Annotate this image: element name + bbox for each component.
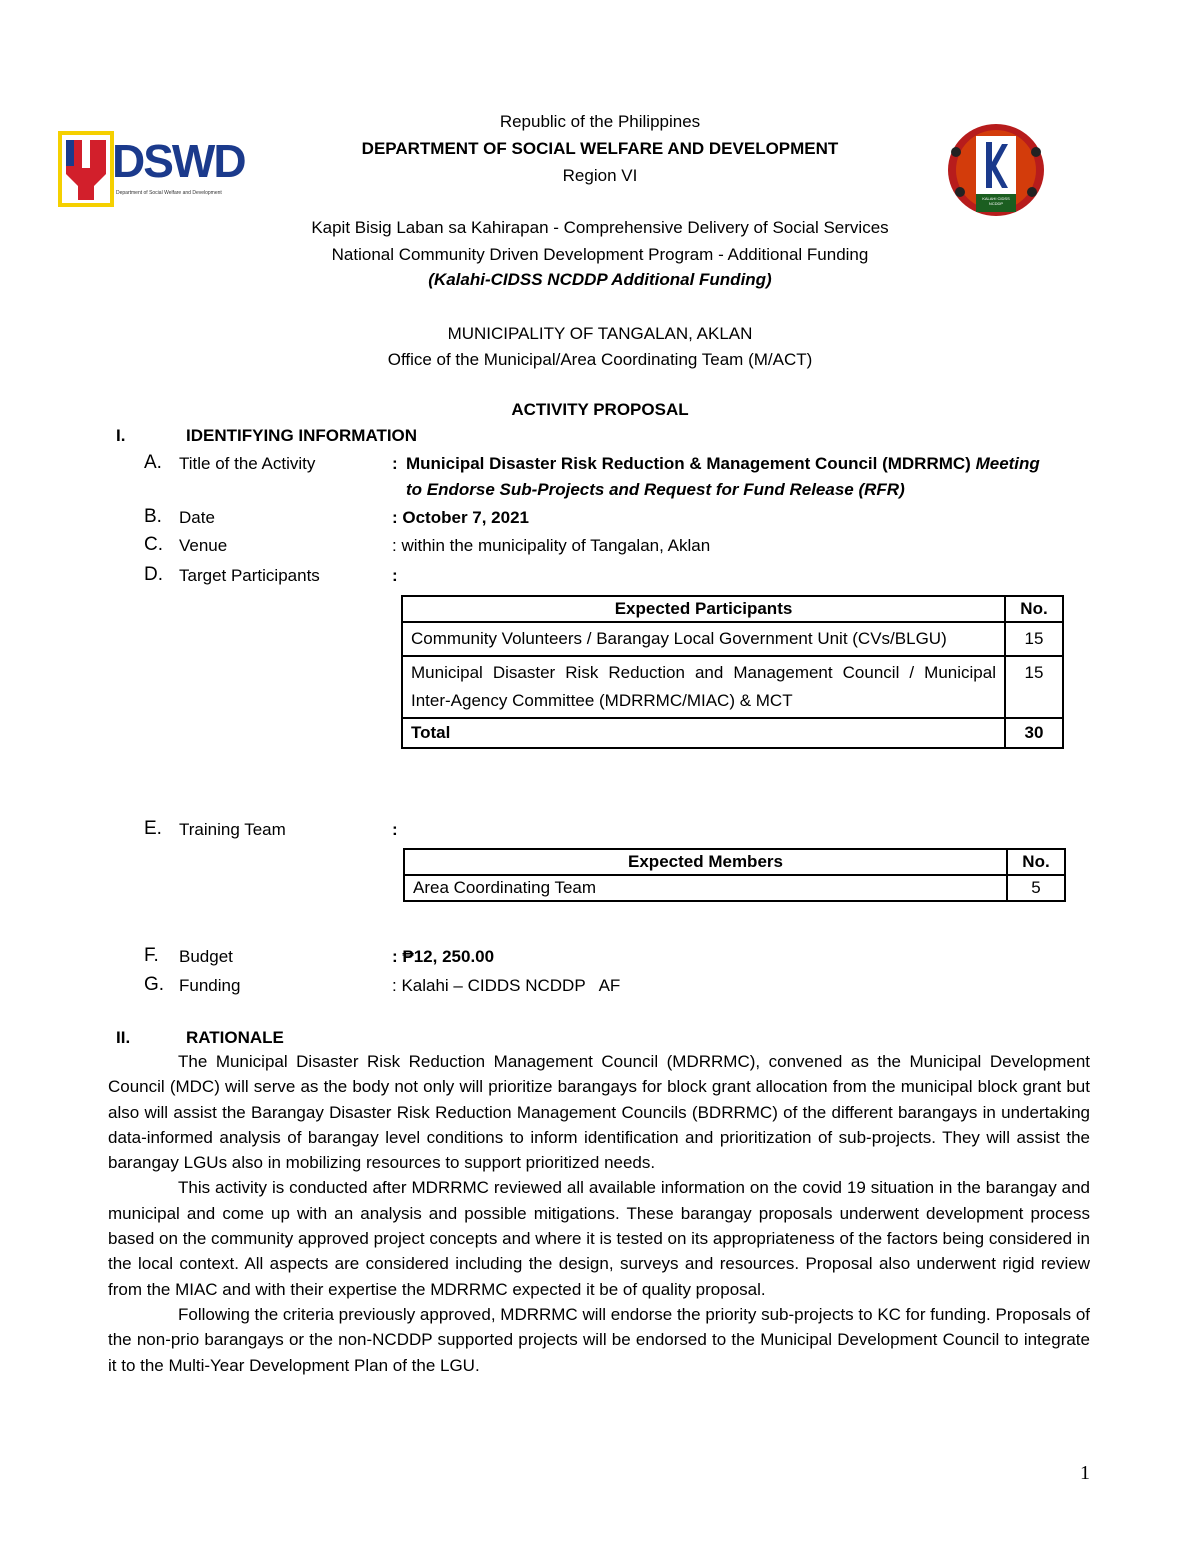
municipality: MUNICIPALITY OF TANGALAN, AKLAN xyxy=(447,324,753,343)
item-b-value: : October 7, 2021 xyxy=(392,508,530,527)
participant-count: 15 xyxy=(1005,622,1063,656)
item-a-letter: A. xyxy=(144,452,162,473)
table-total-row xyxy=(402,718,1063,748)
item-a-value xyxy=(406,454,1040,474)
rationale-paragraph-2: This activity is conducted after MDRRMC reviewed all available information on the covid 19 situation in the barangay and municipal and come up with an analysis and possible mitigations. These barangay proposals underwent development process based on the community approved project concepts and where it is tested on its appropriateness of the factors being considered in the local context. All aspects are considered including the design, surveys and resources. Proposal also underwent rigid review from the MIAC and with their expertise the MDRRMC expected it be of quality proposal. xyxy=(108,1178,1090,1299)
rationale-paragraph-3: Following the criteria previously approved, MDRRMC will endorse the priority sub-projects to KC for funding. Proposals of the non-prio barangays or the non-NCDDP supported projects will be endorsed to the Municipal Development Council to integrate it to the Multi-Year Development Plan of the LGU. xyxy=(108,1304,1090,1375)
rationale-paragraph-1: The Municipal Disaster Risk Reduction Management Council (MDRRMC), convened as the Municipal Development Council (MDC) will serve as the body not only will prioritize barangays for block grant allocation from the municipal block grant but also will assist the Barangay Disaster Risk Reduction Management Councils (BDRRMC) of the different barangays in undertaking data-informed analysis of barangay level conditions to inform identification and prioritization of sub-projects. They will assist the barangay LGUs also in mobilizing resources to support prioritized needs. xyxy=(108,1052,1090,1173)
participants-no-header: No. xyxy=(1005,596,1063,622)
item-f-label: Budget xyxy=(179,947,233,966)
kalahi-logo-text: KALAHI CIDSS NCDDP xyxy=(982,196,1010,206)
table-row xyxy=(404,875,1065,901)
item-e-label: Training Team xyxy=(179,820,286,839)
participant-count: 15 xyxy=(1005,656,1063,718)
table-row xyxy=(402,656,1063,718)
item-d-colon: : xyxy=(392,566,398,585)
section-1-number: I. xyxy=(116,426,126,445)
dswd-logo-text: DSWD xyxy=(112,135,245,187)
dswd-logo-subtext: Department of Social Welfare and Development xyxy=(116,190,222,196)
total-label: Total xyxy=(402,718,1005,748)
document-title: ACTIVITY PROPOSAL xyxy=(511,400,689,419)
members-table xyxy=(403,848,1066,902)
item-c-label: Venue xyxy=(179,536,228,555)
item-c-letter: C. xyxy=(144,534,163,555)
item-c-value: : within the municipality of Tangalan, Aklan xyxy=(392,536,711,555)
header-department: DEPARTMENT OF SOCIAL WELFARE AND DEVELOPMENT xyxy=(361,139,839,158)
section-2-number: II. xyxy=(116,1028,131,1047)
page-number: 1 xyxy=(1080,1462,1090,1484)
item-b-letter: B. xyxy=(144,506,162,527)
item-f-value: : ₱12, 250.00 xyxy=(392,947,495,966)
section-2-title: RATIONALE xyxy=(186,1028,284,1047)
item-g-letter: G. xyxy=(144,974,165,995)
participant-name: Community Volunteers / Barangay Local Government Unit (CVs/BLGU) xyxy=(402,622,1005,656)
item-a-label: Title of the Activity xyxy=(179,454,316,473)
member-count: 5 xyxy=(1007,875,1065,901)
section-1-title: IDENTIFYING INFORMATION xyxy=(186,426,418,445)
rationale-body xyxy=(108,1049,1090,1378)
item-a-value-italic-2: to Endorse Sub-Projects and Request for Fund Release (RFR) xyxy=(406,480,905,499)
header-republic: Republic of the Philippines xyxy=(499,112,701,131)
item-g-label: Funding xyxy=(179,976,241,995)
item-a-value-italic-1: Meeting xyxy=(975,454,1040,473)
program-line-3: (Kalahi-CIDSS NCDDP Additional Funding) xyxy=(428,270,772,289)
item-e-colon: : xyxy=(392,820,398,839)
participants-table xyxy=(401,595,1064,749)
members-no-header: No. xyxy=(1007,849,1065,875)
participant-name: Municipal Disaster Risk Reduction and Management Council / Municipal Inter-Agency Committee (MDRRMC/MIAC) & MCT xyxy=(402,656,1005,718)
member-name: Area Coordinating Team xyxy=(404,875,1007,901)
item-a-colon: : xyxy=(392,454,398,473)
header-region: Region VI xyxy=(562,166,638,185)
item-g-value: : Kalahi – CIDDS NCDDP AF xyxy=(392,976,621,995)
item-d-label: Target Participants xyxy=(179,566,320,585)
table-header-row xyxy=(402,596,1063,622)
item-a-value-bold: Municipal Disaster Risk Reduction & Management Council (MDRRMC) xyxy=(406,454,971,473)
total-value: 30 xyxy=(1005,718,1063,748)
program-line-2: National Community Driven Development Program - Additional Funding xyxy=(331,245,869,264)
table-header-row xyxy=(404,849,1065,875)
office: Office of the Municipal/Area Coordinating Team (M/ACT) xyxy=(387,350,813,369)
item-f-letter: F. xyxy=(144,945,159,966)
program-line-1: Kapit Bisig Laban sa Kahirapan - Comprehensive Delivery of Social Services xyxy=(311,218,889,237)
item-d-letter: D. xyxy=(144,564,163,585)
item-b-label: Date xyxy=(179,508,215,527)
participants-header: Expected Participants xyxy=(402,596,1005,622)
members-header: Expected Members xyxy=(404,849,1007,875)
item-e-letter: E. xyxy=(144,818,162,839)
table-row xyxy=(402,622,1063,656)
